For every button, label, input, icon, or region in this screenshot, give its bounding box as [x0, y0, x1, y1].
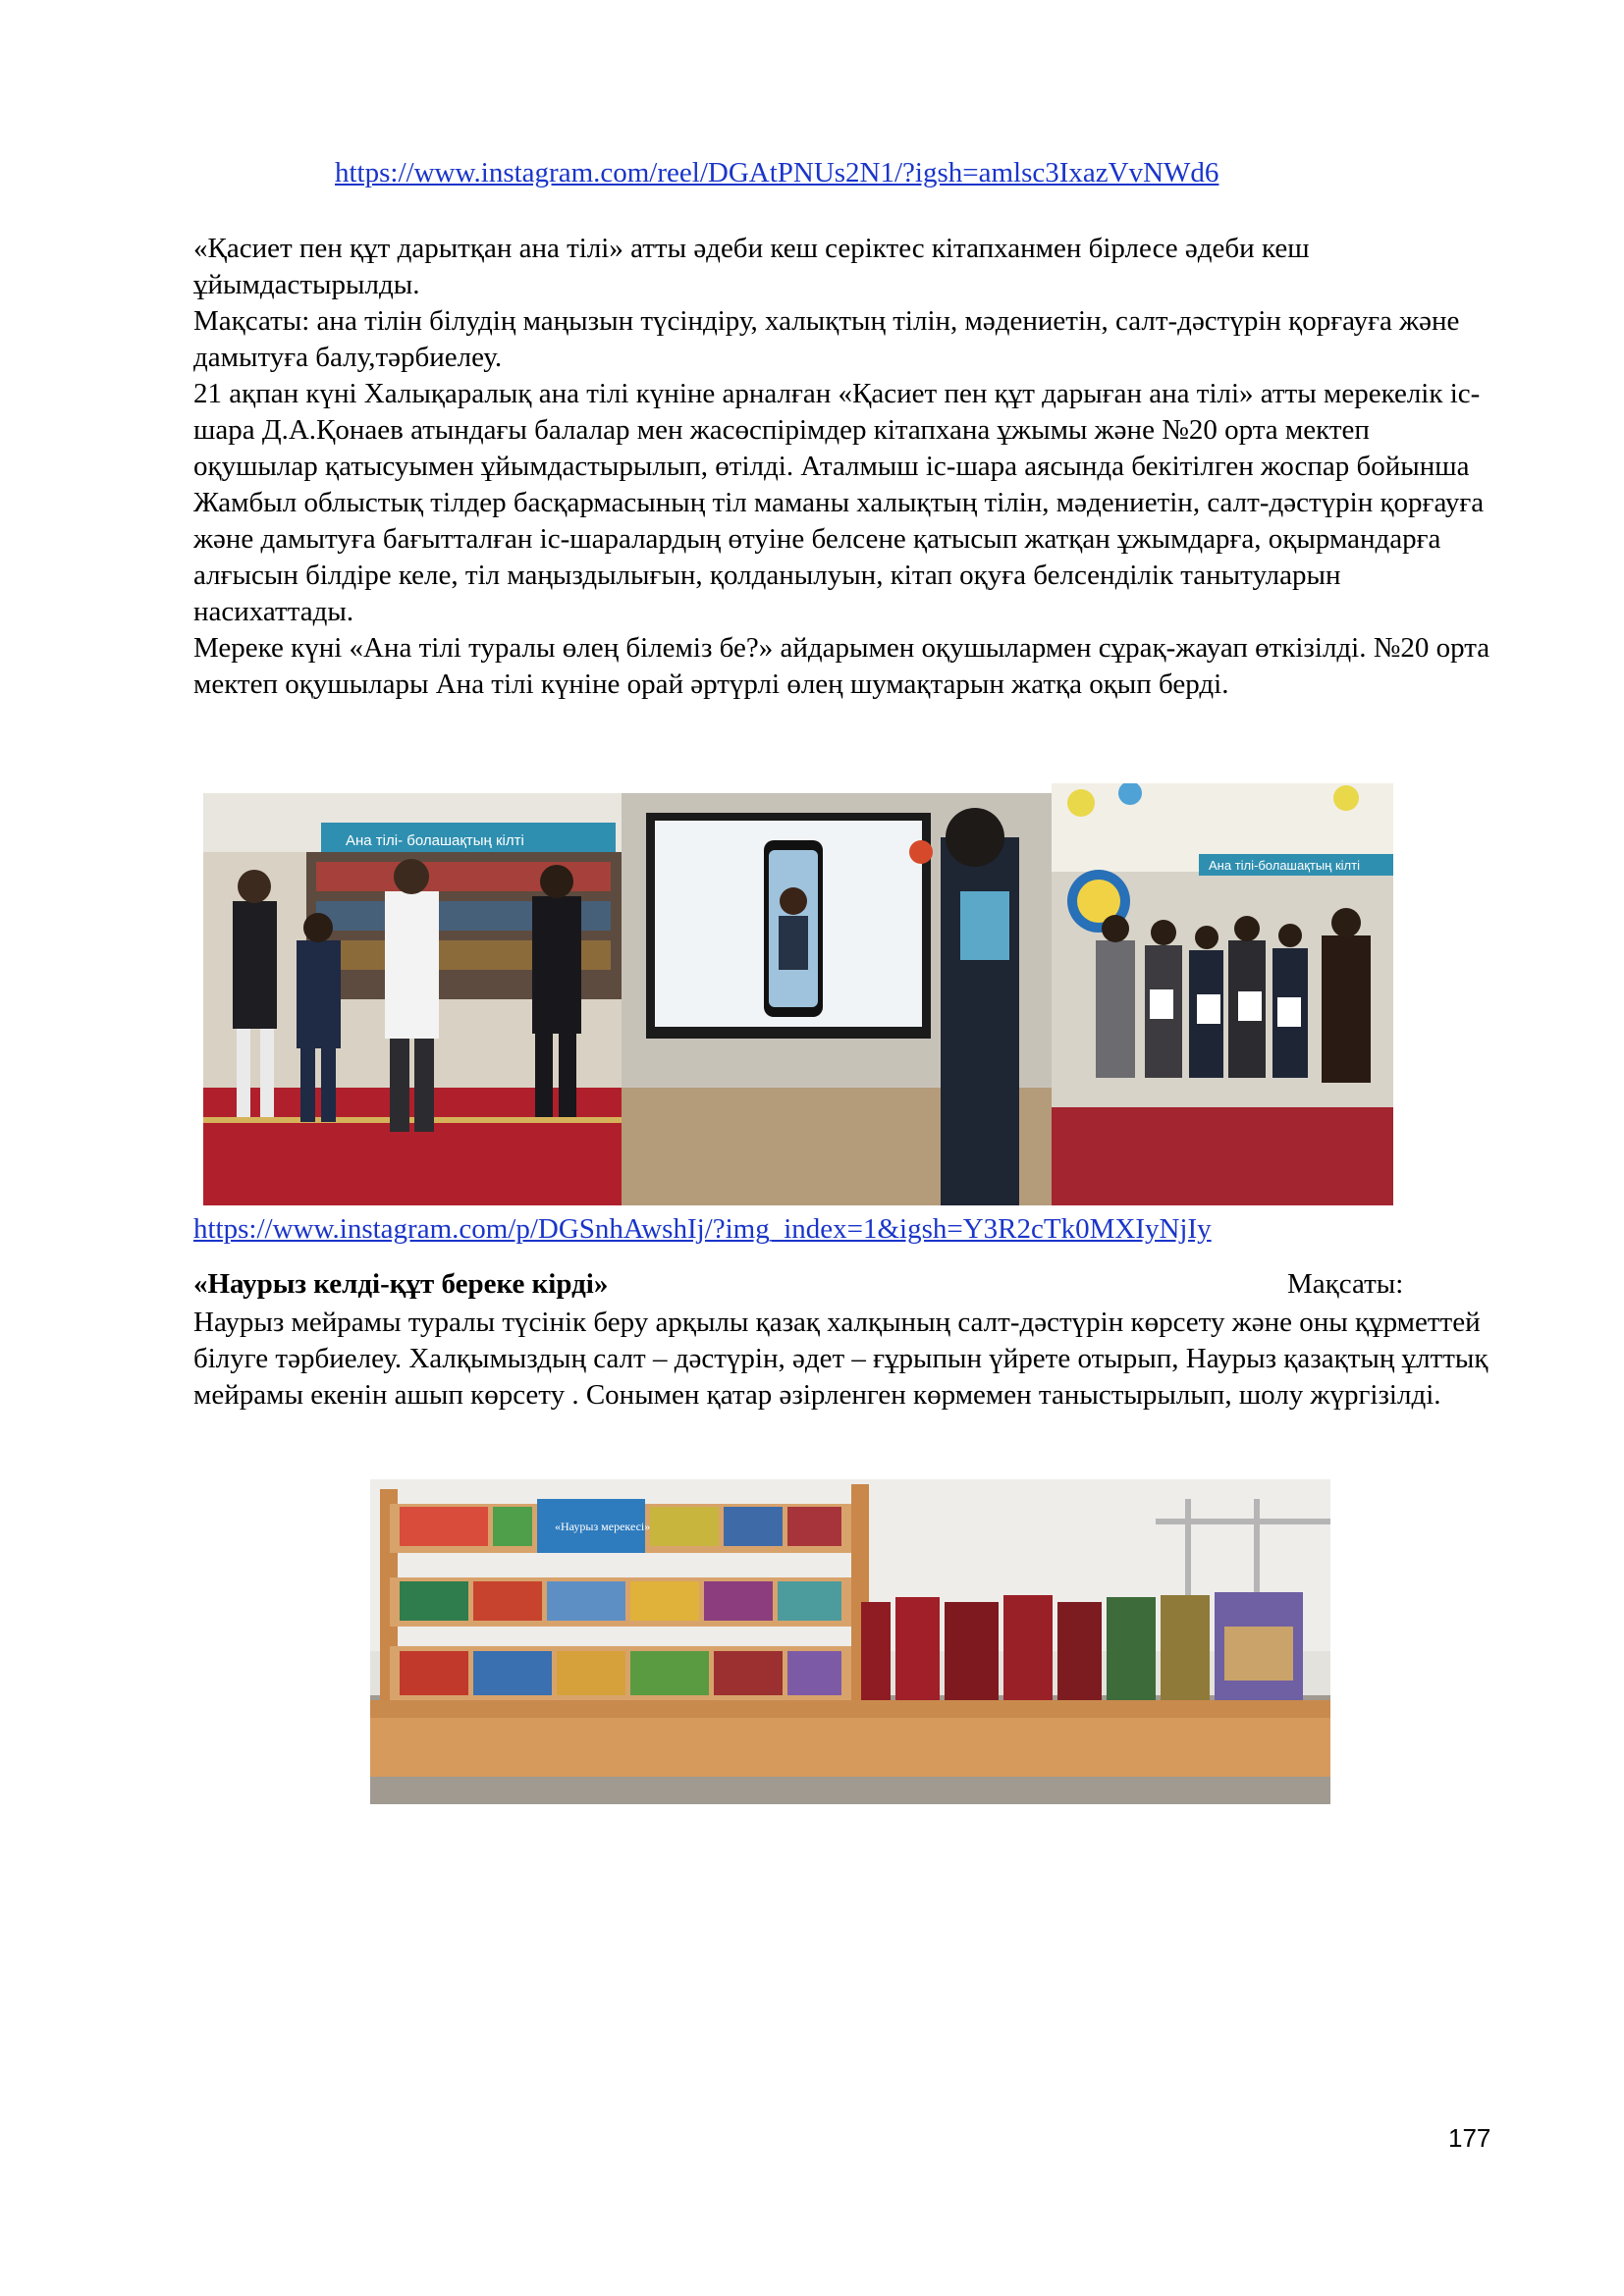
paragraph-intro: «Қасиет пен құт дарытқан ана тілі» атты әдеби кеш серіктес кітапханмен бірлесе әдеби кеш ұйымдастырылды.: [193, 233, 1310, 300]
group-banner-text: Ана тілі-болашақтың кілті: [1209, 858, 1360, 873]
section-2-goal-label: Мақсаты:: [1287, 1268, 1404, 1300]
page-number: 177: [1448, 2123, 1491, 2153]
paragraph-nauryz: Наурыз мейрамы туралы түсінік беру арқылы қазақ халқының салт-дәстүрін көрсету және оны құрметтей білуге тәрбиелеу. Халқымыздың салт – дәстүрін, әдет – ғұрыпын үйрете отырып, Наурыз қазақтың ұлттық мейрамы екенін ашып көрсету . Сонымен қатар әзірленген көрмемен таныстырылып, шолу жүргізілді.: [193, 1307, 1489, 1411]
section-2-body: [193, 1305, 1499, 1414]
photo-boy-screen: [622, 793, 1052, 1205]
section-1-text: [193, 231, 1499, 703]
photo-group-certificates: [1052, 783, 1393, 1205]
photo-students-stage: [203, 793, 622, 1205]
paragraph-event: 21 ақпан күні Халықаралық ана тілі күніне арналған «Қасиет пен құт дарыған ана тілі» атты мерекелік іс-шара Д.А.Қонаев атындағы балалар мен жасөспірімдер кітапхана ұжымы және №20 орта мектеп оқушылар қатысуымен ұйымдастырылып, өтілді. Аталмыш іс-шара аясында бекітілген жоспар бойынша Жамбыл облыстық тілдер басқармасының тіл маманы халықтың тілін, мәдениетін, салт-дәстүрін қорғауға және дамытуға бағытталған іс-шаралардың өтуіне белсене қатысып жатқан ұжымдарға, оқырмандарға алғысын білдіре келе, тіл маңыздылығын, қолданылуын, кітап оқуға белсенділік танытуларын насихаттады.: [193, 378, 1485, 627]
instagram-reel-link[interactable]: https://www.instagram.com/reel/DGAtPNUs2N1/?igsh=amlsc3IxazVvNWd6: [335, 157, 1219, 188]
instagram-post-link[interactable]: https://www.instagram.com/p/DGSnhAwshIj/?img_index=1&igsh=Y3R2cTk0MXIyNjIy: [193, 1213, 1212, 1245]
exhibit-book-title: «Наурыз мерекесі»: [555, 1520, 651, 1533]
photo-book-exhibition: [370, 1479, 1330, 1804]
paragraph-goal: Мақсаты: ана тілін білудің маңызын түсіндіру, халықтың тілін, мәдениетін, салт-дәстүрін қорғауға және дамытуға балу,тәрбиелеу.: [193, 305, 1460, 373]
section-2-title: «Наурыз келді-құт береке кірді»: [193, 1268, 609, 1300]
stage-banner-text: Ана тілі- болашақтың кілті: [346, 832, 524, 849]
paragraph-quiz: Мереке күні «Ана тілі туралы өлең білеміз бе?» айдарымен оқушылармен сұрақ-жауап өткізілді. №20 орта мектеп оқушылары Ана тілі күніне орай әртүрлі өлең шумақтарын жатқа оқып берді.: [193, 632, 1490, 700]
